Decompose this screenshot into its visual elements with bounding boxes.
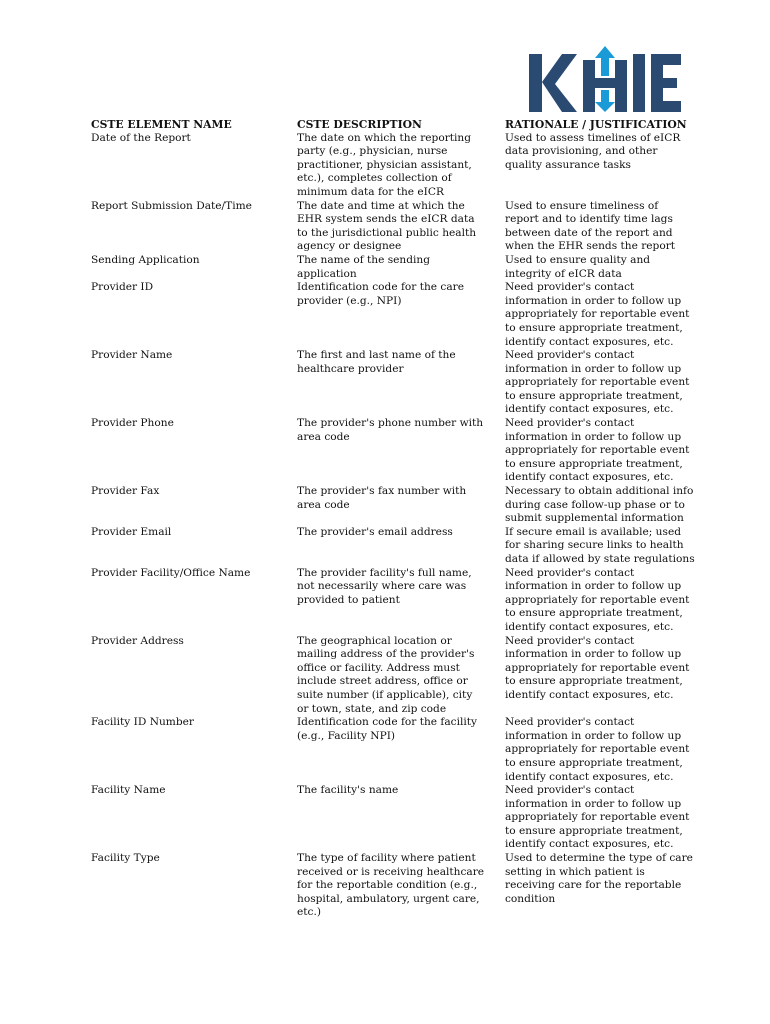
- element-rationale: Need provider's contact information in order to follow up appropriately for reportable event to ensure appropriate treatment, identify contact exposures, etc.: [505, 349, 690, 416]
- element-name: Provider Email: [91, 525, 172, 538]
- table-row: [91, 254, 711, 281]
- element-name: Facility Name: [91, 784, 166, 797]
- element-description: The facility's name: [297, 784, 399, 797]
- element-description: The name of the sending application: [297, 253, 431, 280]
- element-description: The geographical location or mailing address of the provider's office or facility. Address must include street address, office or suite number (if applicable), city or town, state, and zip code: [297, 634, 475, 715]
- element-rationale: Necessary to obtain additional info during case follow-up phase or to submit supplemental information: [505, 485, 694, 525]
- element-name: Facility Type: [91, 852, 160, 865]
- element-description: Identification code for the care provider (e.g., NPI): [297, 281, 464, 307]
- header-element-name: CSTE ELEMENT NAME: [91, 118, 232, 131]
- element-name: Provider Fax: [91, 485, 160, 498]
- element-description: The first and last name of the healthcare provider: [297, 349, 456, 375]
- element-description: The provider's email address: [297, 525, 453, 538]
- element-description: The provider's phone number with area code: [297, 417, 484, 443]
- element-rationale: Need provider's contact information in order to follow up appropriately for reportable event to ensure appropriate treatment, identify contact exposures, etc.: [505, 417, 690, 484]
- element-description: The date on which the reporting party (e.g., physician, nurse practitioner, physician assistant, etc.), completes collection of minimum data for the eICR: [297, 131, 472, 198]
- header-rationale: RATIONALE / JUSTIFICATION: [505, 118, 687, 131]
- element-name: Provider Facility/Office Name: [91, 566, 251, 579]
- element-table: [91, 118, 711, 920]
- element-name: Provider Name: [91, 349, 173, 362]
- element-name: Provider ID: [91, 281, 154, 294]
- table-row: [91, 485, 711, 526]
- table-row: [91, 852, 711, 920]
- element-description: Identification code for the facility (e.g., Facility NPI): [297, 716, 477, 742]
- element-rationale: Used to determine the type of care setting in which patient is receiving care for the reportable condition: [505, 852, 693, 905]
- element-rationale: Used to ensure quality and integrity of eICR data: [505, 253, 651, 280]
- element-rationale: Need provider's contact information in order to follow up appropriately for reportable event to ensure appropriate treatment, identify contact exposures, etc.: [505, 281, 690, 348]
- table-header: [91, 118, 711, 132]
- table-row: [91, 200, 711, 254]
- table-row: [91, 526, 711, 567]
- element-rationale: Used to assess timelines of eICR data provisioning, and other quality assurance tasks: [505, 131, 681, 171]
- table-row: [91, 635, 711, 717]
- element-rationale: Need provider's contact information in order to follow up appropriately for reportable event to ensure appropriate treatment, identify contact exposures, etc.: [505, 716, 690, 783]
- element-description: The provider's fax number with area code: [297, 485, 467, 511]
- element-rationale: Need provider's contact information in order to follow up appropriately for reportable event to ensure appropriate treatment, identify contact exposures, etc.: [505, 634, 690, 701]
- element-name: Provider Address: [91, 634, 184, 647]
- element-description: The type of facility where patient received or is receiving healthcare for the reportable condition (e.g., hospital, ambulatory, urgent care, etc.): [297, 852, 485, 919]
- table-row: [91, 417, 711, 485]
- element-name: Report Submission Date/Time: [91, 199, 252, 212]
- element-name: Facility ID Number: [91, 716, 194, 729]
- element-description: The provider facility's full name, not necessarily where care was provided to patient: [297, 566, 472, 606]
- table-row: [91, 784, 711, 852]
- khie-logo-graphic: [527, 44, 683, 114]
- table-row: [91, 567, 711, 635]
- element-description: The date and time at which the EHR system sends the eICR data to the jurisdictional public health agency or designee: [297, 199, 477, 253]
- table-row: [91, 132, 711, 200]
- element-rationale: If secure email is available; used for sharing secure links to health data if allowed by state regulations: [505, 525, 695, 565]
- table-row: [91, 716, 711, 784]
- element-name: Sending Application: [91, 253, 200, 266]
- khie-logo: [527, 44, 683, 114]
- table-row: [91, 281, 711, 349]
- header-description: CSTE DESCRIPTION: [297, 118, 422, 131]
- table-row: [91, 349, 711, 417]
- element-rationale: Need provider's contact information in order to follow up appropriately for reportable event to ensure appropriate treatment, identify contact exposures, etc.: [505, 566, 690, 633]
- element-name: Date of the Report: [91, 131, 191, 144]
- element-rationale: Used to ensure timeliness of report and to identify time lags between date of the report and when the EHR sends the report: [505, 199, 676, 253]
- element-name: Provider Phone: [91, 417, 174, 430]
- element-rationale: Need provider's contact information in order to follow up appropriately for reportable event to ensure appropriate treatment, identify contact exposures, etc.: [505, 784, 690, 851]
